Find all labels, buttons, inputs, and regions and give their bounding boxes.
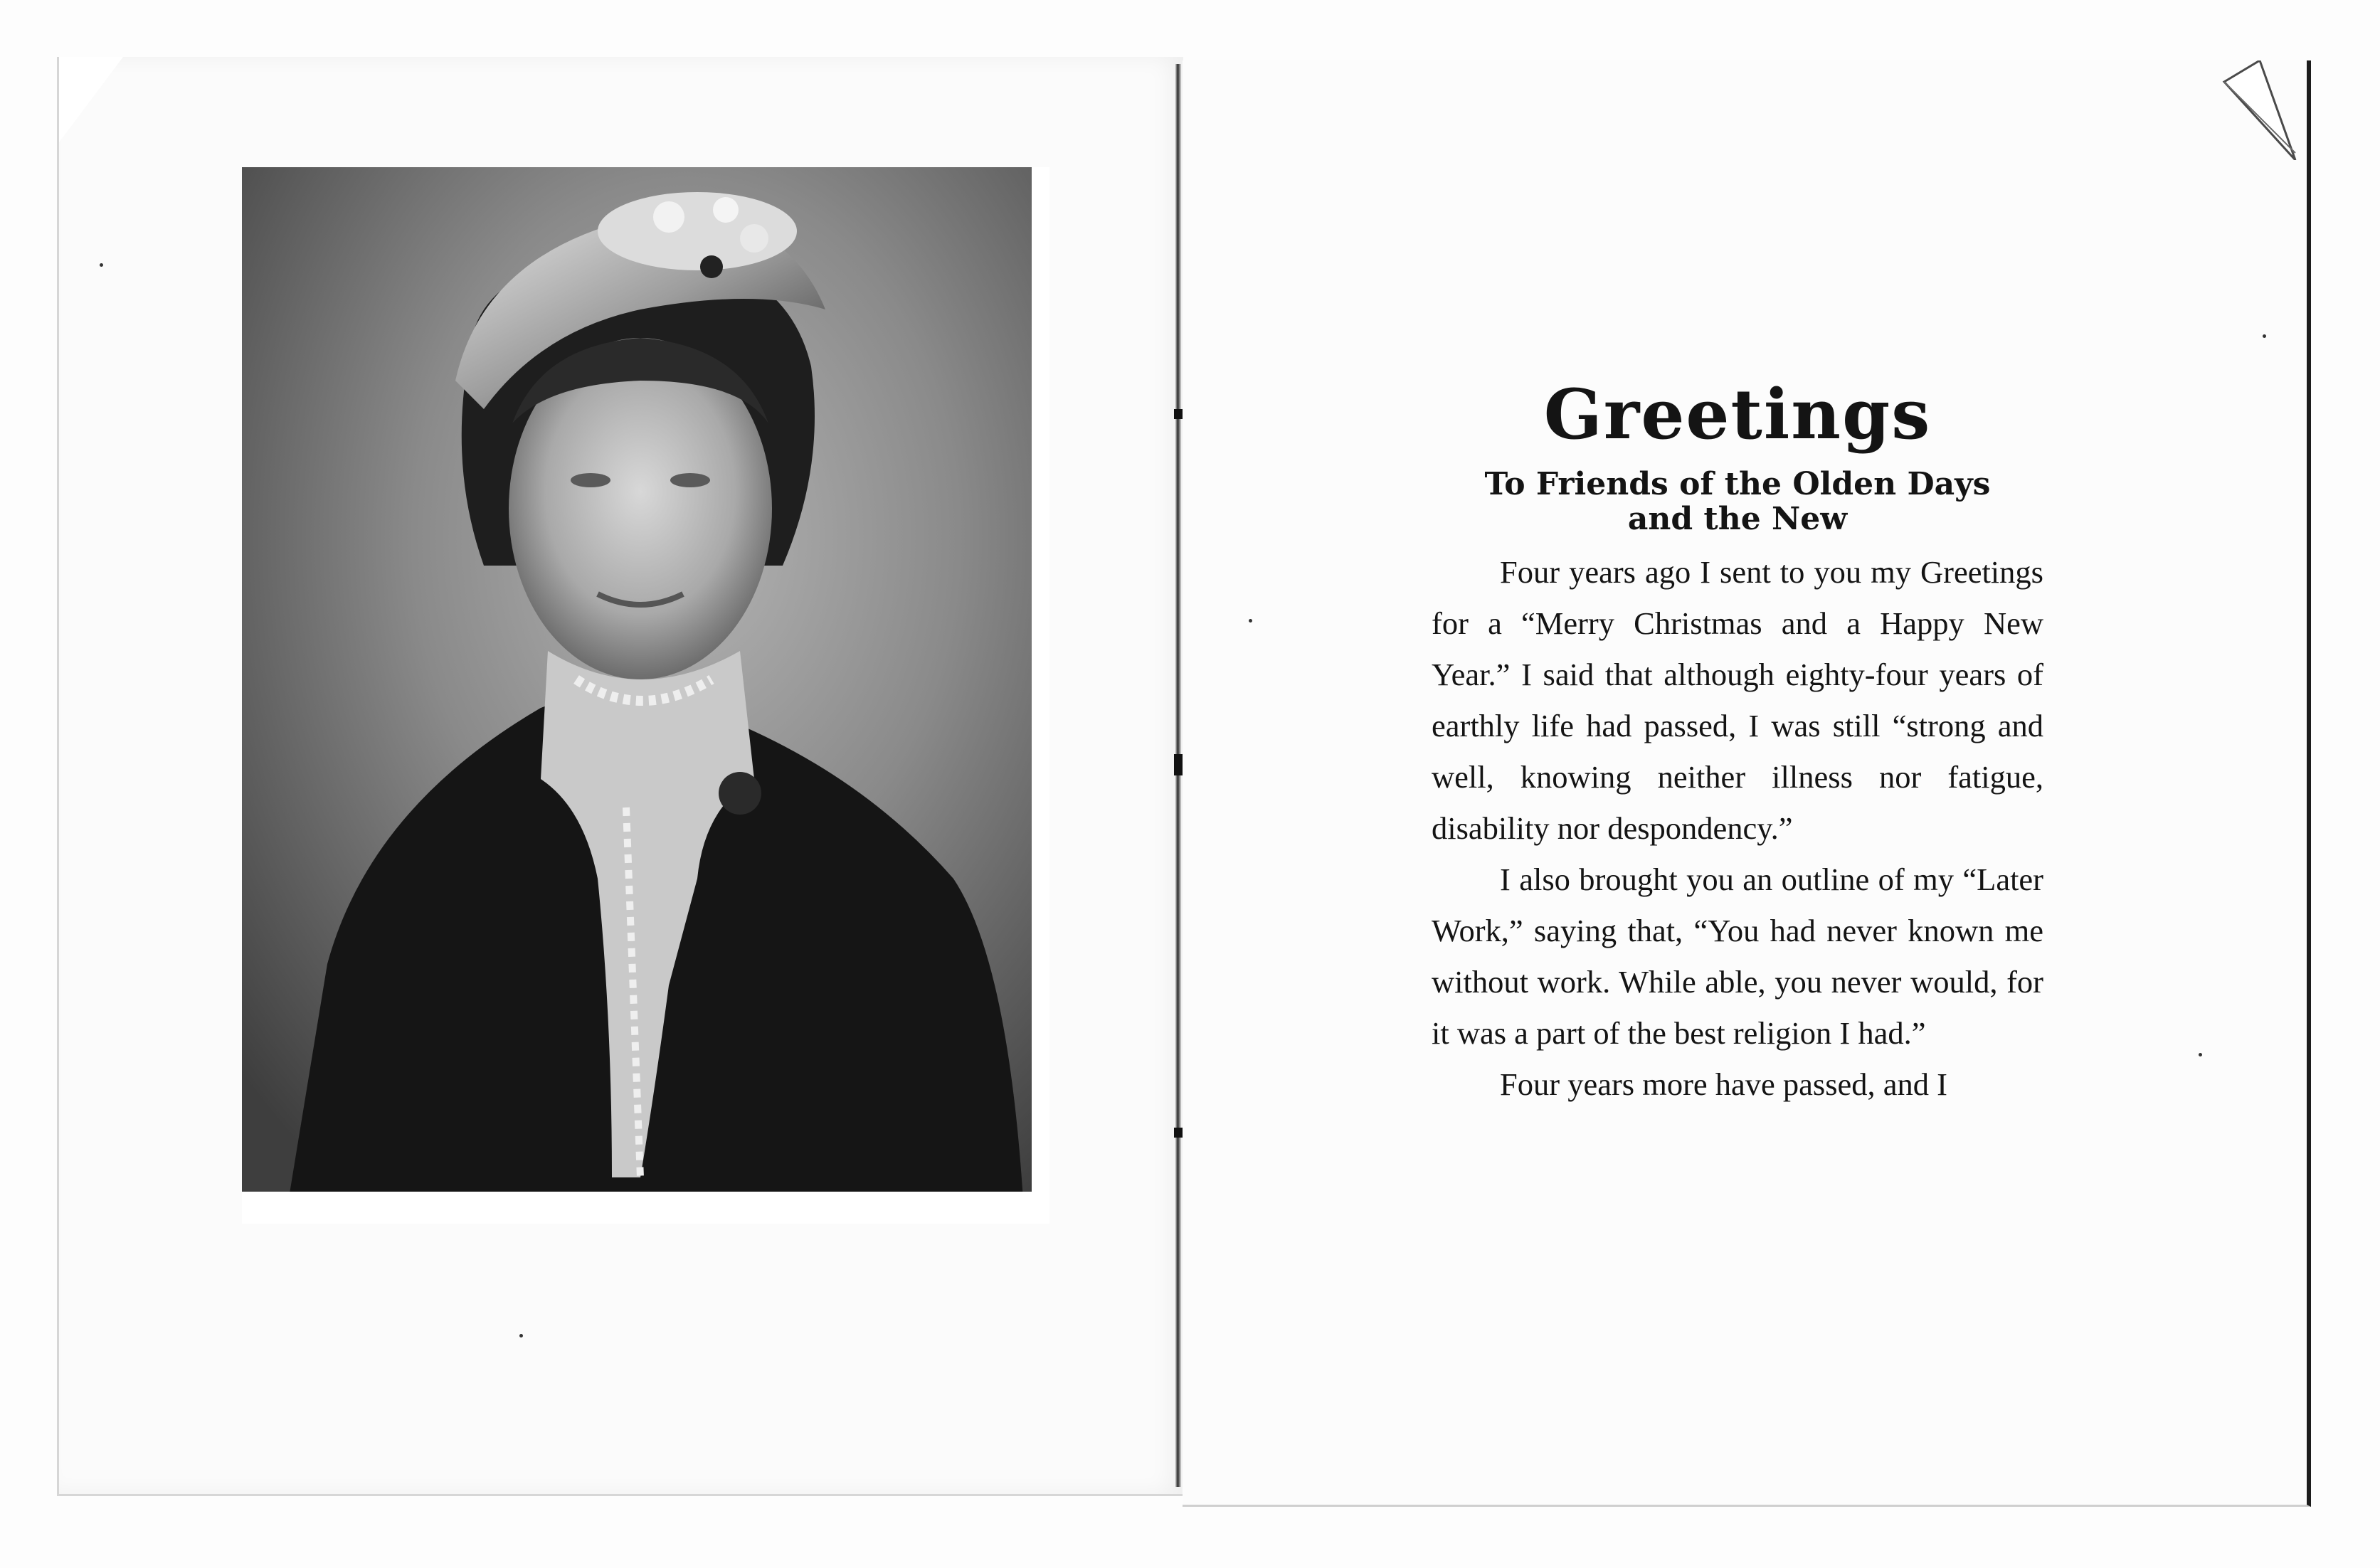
paragraph-1: Four years ago I sent to you my Greetings for a “Merry Christmas and a Happy New Year.” I said that although eighty-four years of earthly life had passed, I was still “strong and well, knowing neither illness nor fatigue, disability nor despondency.”	[1432, 554, 2043, 847]
page-title: Greetings	[1543, 374, 1932, 455]
portrait-photo	[242, 167, 1049, 1224]
scan-speck	[1249, 619, 1252, 623]
gutter-staple-mark	[1174, 754, 1183, 775]
page-fold-corner	[59, 57, 123, 142]
gutter-staple-mark	[1174, 1128, 1183, 1138]
scan-speck	[100, 263, 103, 267]
subtitle-line-1: To Friends of the Olden Days	[1484, 465, 1991, 502]
scan-speck	[519, 1334, 523, 1337]
paragraph-3: Four years more have passed, and I	[1500, 1066, 1947, 1103]
subtitle-line-2: and the New	[1627, 500, 1848, 537]
letter-body	[1432, 546, 2043, 1110]
gutter-staple-mark	[1174, 409, 1183, 419]
page-corner-fold	[2203, 60, 2302, 160]
greeting-text-block	[1432, 374, 2043, 1110]
scan-speck	[2263, 334, 2266, 338]
page-subtitle	[1432, 467, 2043, 537]
book-gutter	[1175, 64, 1181, 1487]
scan-speck	[2199, 1053, 2202, 1056]
paragraph-2: I also brought you an outline of my “Later Work,” saying that, “You had never known me without work. While able, you never would, for it was a part of the best religion I had.”	[1432, 862, 2043, 1051]
